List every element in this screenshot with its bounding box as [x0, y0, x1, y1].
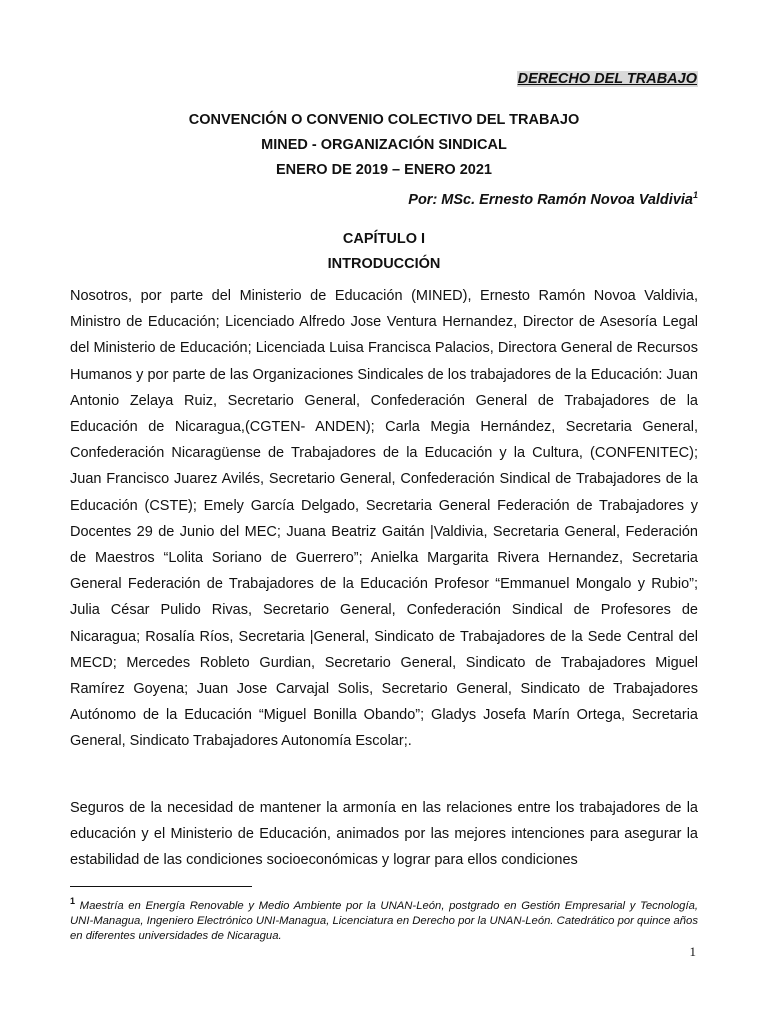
footnote-text: Maestría en Energía Renovable y Medio Ambiente por la UNAN-León, postgrado en Gestión Empresarial y Tecnología, UNI-Managua, Ingeniero Electrónico UNI-Managua, Licenciatura en Derecho por la UNAN-León. Catedrático por quince años en diferentes universidades de Nicaragua.	[70, 899, 699, 942]
title-line-2: MINED - ORGANIZACIÓN SINDICAL	[261, 137, 507, 153]
footnote-reference[interactable]: 1	[692, 190, 698, 200]
title-line-1: CONVENCIÓN O CONVENIO COLECTIVO DEL TRABAJO	[188, 112, 580, 128]
author-line	[408, 190, 698, 208]
body-paragraph-1: Nosotros, por parte del Ministerio de Educación (MINED), Ernesto Ramón Novoa Valdivia, Ministro de Educación; Licenciado Alfredo Jose Ventura Hernandez, Director de Asesoría Legal del Ministerio de Educación; Licenciada Luisa Francisca Palacios, Directora General de Recursos Humanos y por parte de las Organizaciones Sindicales de los trabajadores de la Educación: Juan Antonio Zelaya Ruiz, Secretario General, Confederación General de Trabajadores de la Educación de Nicaragua,(CGTEN- ANDEN); Carla Megia Hernández, Secretaria General, Confederación Nicaragüense de Trabajadores de la Educación y la Cultura, (CONFENITEC); Juan Francisco Juarez Avilés, Secretario General, Confederación Sindical de Trabajadores de la Educación (CSTE); Emely García Delgado, Secretaria General Federación de Trabajadores y Docentes 29 de Junio del MEC; Juana Beatriz Gaitán |Valdivia, Secretaria General, Federación de Maestros “Lolita Soriano de Guerrero”; Anielka Margarita Rivera Hernandez, Secretaria General Federación de Trabajadores de la Educación Profesor “Emmanuel Mongalo y Rubio”; Julia César Pulido Rivas, Secretario General, Confederación Sindical de Profesores de Nicaragua; Rosalía Ríos, Secretaria |General, Sindicato de Trabajadores de la Sede Central del MECD; Mercedes Robleto Gurdian, Secretario General, Sindicato de Trabajadores Miguel Ramírez Goyena; Juan Jose Carvajal Solis, Secretario General, Sindicato de Trabajadores Autónomo de la Educación “Miguel Bonilla Obando”; Gladys Josefa Marín Ortega, Secretaria General, Sindicato Trabajadores Autonomía Escolar;.	[70, 288, 698, 750]
chapter-number: CAPÍTULO I	[342, 231, 426, 247]
footnote-separator	[70, 886, 252, 887]
section-tag: DERECHO DEL TRABAJO	[517, 71, 697, 87]
document-title	[70, 108, 698, 183]
footnote	[70, 894, 698, 944]
title-line-3: ENERO DE 2019 – ENERO 2021	[276, 162, 492, 178]
body-paragraph-2: Seguros de la necesidad de mantener la armonía en las relaciones entre los trabajadores de la educación y el Ministerio de Educación, animados por las mejores intenciones para asegurar la estabilidad de las condiciones socioeconómicas y lograr para ellos condiciones	[70, 800, 698, 869]
chapter-heading	[70, 227, 698, 277]
author-name: Por: MSc. Ernesto Ramón Novoa Valdivia	[408, 191, 693, 208]
footnote-mark: 1	[70, 896, 76, 906]
chapter-name: INTRODUCCIÓN	[327, 256, 441, 272]
page-number: 1	[689, 944, 696, 959]
